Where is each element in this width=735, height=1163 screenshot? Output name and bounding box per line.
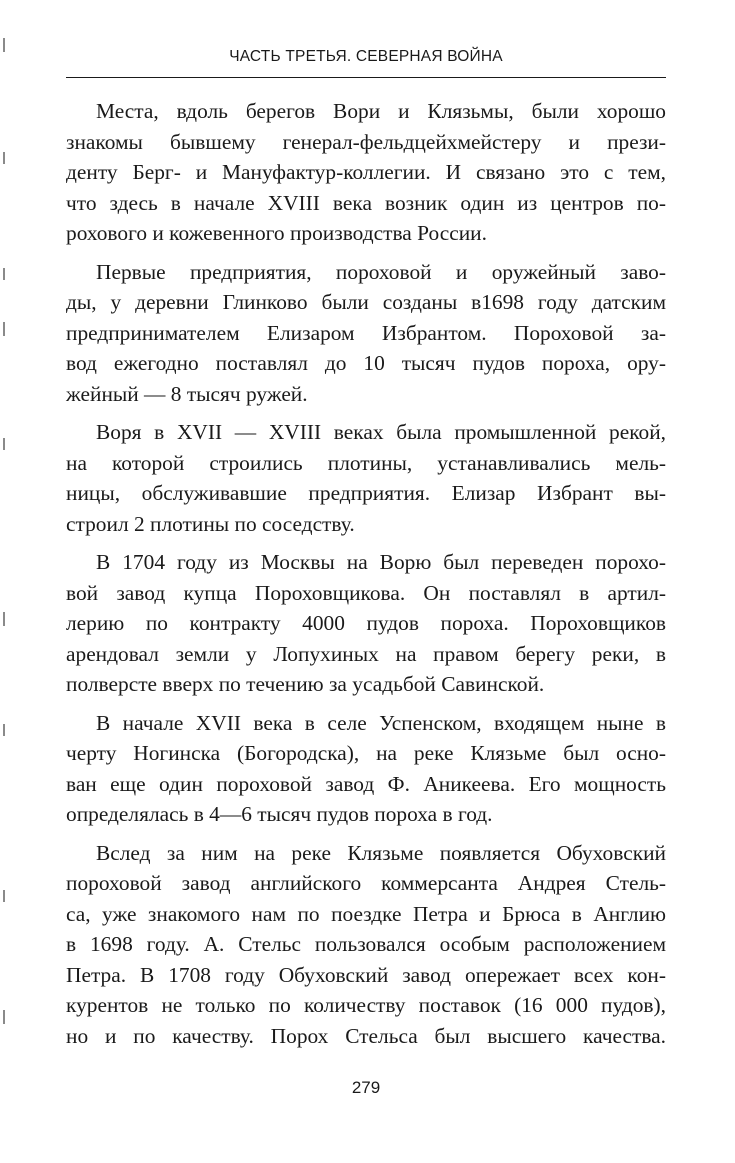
text-line: определялась в 4—6 тысяч пудов пороха в год. — [66, 802, 493, 826]
text-line: в 1698 году. А. Стельс пользовался особым расположением — [66, 932, 666, 956]
text-line: жейный — 8 тысяч ружей. — [66, 381, 308, 406]
scan-edge-mark — [3, 38, 5, 52]
scan-edge-mark — [3, 152, 5, 164]
paragraph — [66, 96, 666, 249]
text-line: Петра. В 1708 году Обуховский завод опережает всех кон- — [66, 962, 666, 987]
text-line: но и по качеству. Порох Стельса был высшего качества. — [66, 1023, 666, 1048]
text-line: денту Берг- и Мануфактур-коллегии. И связано это с тем, — [66, 160, 666, 184]
scan-edge-mark — [3, 1010, 5, 1024]
text-line: Вслед за ним на реке Клязьме появляется Обуховский — [96, 840, 666, 865]
scan-edge-mark — [3, 438, 5, 450]
paragraph — [66, 547, 666, 700]
running-header: ЧАСТЬ ТРЕТЬЯ. СЕВЕРНАЯ ВОЙНА — [229, 48, 503, 65]
text-line: Воря в XVII — XVIII веках была промышленной рекой, — [96, 420, 666, 444]
text-line: В начале XVII века в селе Успенском, входящем ныне в — [96, 710, 666, 735]
scan-edge-mark — [3, 268, 5, 280]
text-line: курентов не только по количеству поставок (16 000 пудов), — [66, 993, 666, 1017]
text-line: на которой строились плотины, устанавливались мель- — [66, 450, 666, 475]
header-rule — [66, 77, 666, 78]
text-line: полверсте вверх по течению за усадьбой Савинской. — [66, 672, 545, 696]
text-line: вой завод купца Пороховщикова. Он поставлял в артил- — [66, 580, 666, 605]
text-line: ды, у деревни Глинково были созданы в1698 году датским — [66, 290, 666, 314]
text-line: строил 2 плотины по соседству. — [66, 511, 355, 536]
text-line: лерию по контракту 4000 пудов пороха. Пороховщиков — [66, 611, 666, 635]
paragraph — [66, 708, 666, 830]
text-line: В 1704 году из Москвы на Ворю был переведен порохо- — [96, 550, 666, 574]
paragraph — [66, 838, 666, 1052]
scan-edge-mark — [3, 322, 5, 336]
paragraph — [66, 417, 666, 539]
text-line: Места, вдоль берегов Вори и Клязьмы, были хорошо — [96, 99, 666, 123]
scan-edge-mark — [3, 724, 5, 736]
text-line: арендовал земли у Лопухиных на правом берегу реки, в — [66, 641, 666, 666]
text-line: что здесь в начале XVIII века возник один из центров по- — [66, 190, 666, 215]
text-line: пороховой завод английского коммерсанта Андрея Стель- — [66, 871, 666, 895]
text-line: ницы, обслуживавшие предприятия. Елизар Избрант вы- — [66, 481, 666, 505]
text-line: знакомы бывшему генерал-фельдцейхмейстеру и прези- — [66, 129, 666, 154]
text-line: вод ежегодно поставлял до 10 тысяч пудов пороха, ору- — [66, 351, 666, 375]
body-text — [66, 96, 666, 1059]
paragraph — [66, 257, 666, 410]
text-line: са, уже знакомого нам по поездке Петра и Брюса в Англию — [66, 901, 666, 926]
scan-edge-mark — [3, 612, 5, 626]
text-line: черту Ногинска (Богородска), на реке Клязьме был осно- — [66, 741, 666, 765]
page-number: 279 — [351, 1078, 381, 1097]
scan-edge-mark — [3, 890, 5, 902]
text-line: Первые предприятия, пороховой и оружейный заво- — [96, 259, 666, 284]
text-line: рохового и кожевенного производства России. — [66, 221, 487, 245]
text-line: ван еще один пороховой завод Ф. Аникеева. Его мощность — [66, 771, 666, 796]
text-line: предпринимателем Елизаром Избрантом. Пороховой за- — [66, 320, 666, 345]
